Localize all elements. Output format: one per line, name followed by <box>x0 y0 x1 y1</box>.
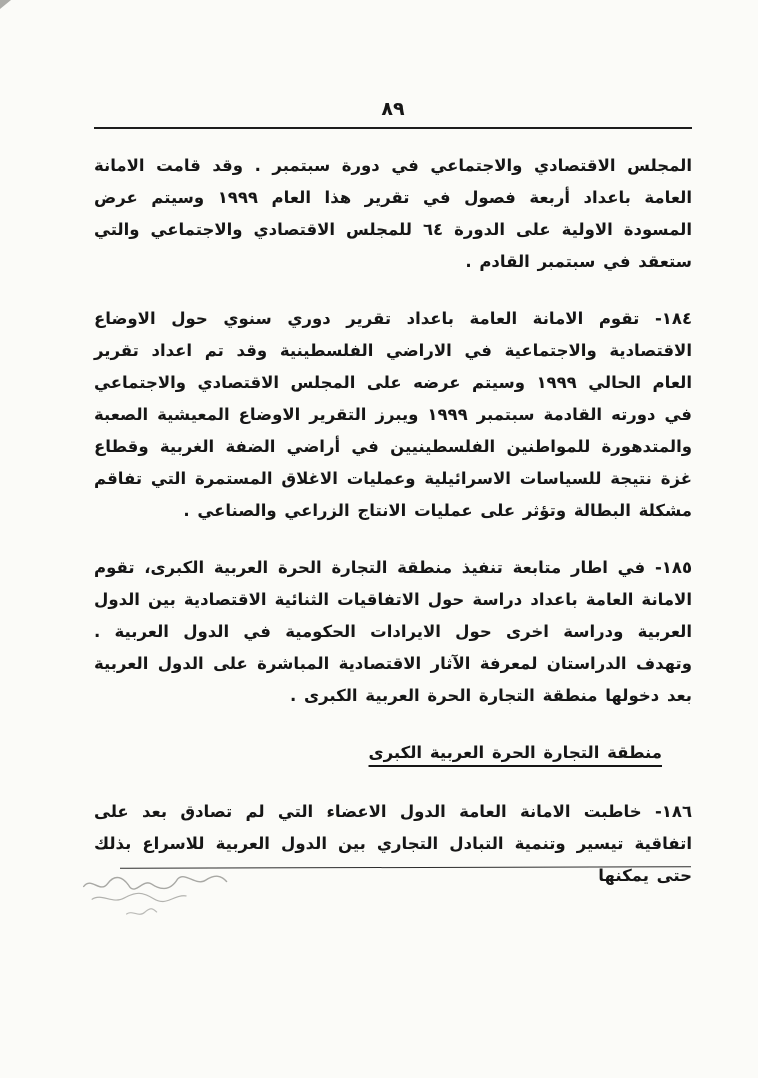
paragraph-184-number: ١٨٤- <box>654 309 693 328</box>
paragraph-continuation: المجلس الاقتصادي والاجتماعي في دورة سبتمبر . وقد قامت الامانة العامة باعداد أربعة فصول في تقرير هذا العام ١٩٩٩ وسيتم عرض المسودة الاولية على الدورة ٦٤ للمجلس الاقتصادي والاجتماعي والتي ستعقد في سبتمبر القادم . <box>94 156 693 271</box>
paragraph-186-number: ١٨٦- <box>654 802 693 821</box>
page-header <box>94 98 692 129</box>
scan-artifact <box>0 0 11 9</box>
page-number: ٨٩ <box>381 98 405 120</box>
handwritten-annotation <box>79 863 231 926</box>
section-heading: منطقة التجارة الحرة العربية الكبرى <box>368 743 662 762</box>
paragraph-184 <box>94 303 692 527</box>
paragraph-184-text: تقوم الامانة العامة باعداد تقرير دوري سنوي حول الاوضاع الاقتصادية والاجتماعية في الاراضي الفلسطينية وقد تم اعداد تقرير العام الحالي ١٩٩٩ وسيتم عرضه على المجلس الاقتصادي والاجتماعي في دورته القادمة سبتمبر ١٩٩٩ ويبرز التقرير الاوضاع المعيشية الصعبة والمتدهورة للمواطنين الفلسطينيين في أراضي الضفة الغربية وقطاع غزة نتيجة للسياسات الاسرائيلية وعمليات الاغلاق المستمرة التي تفاقم مشكلة البطالة وتؤثر على عمليات الانتاج الزراعي والصناعي . <box>94 309 692 520</box>
paragraph-186-text: خاطبت الامانة العامة الدول الاعضاء التي لم تصادق بعد على اتفاقية تيسير وتنمية التبادل التجاري بين الدول العربية للاسراع بذلك حتى يمكنها <box>94 802 692 885</box>
document-body <box>94 150 692 917</box>
paragraph-185 <box>94 552 692 712</box>
paragraph-185-text: في اطار متابعة تنفيذ منطقة التجارة الحرة العربية الكبرى، تقوم الامانة العامة باعداد دراسة حول الاتفاقيات الثنائية الاقتصادية بين الدول العربية ودراسة اخرى حول الايرادات الحكومية في الدول العربية . وتهدف الدراستان لمعرفة الآثار الاقتصادية المباشرة على الدول العربية بعد دخولها منطقة التجارة الحرة العربية الكبرى . <box>94 558 692 705</box>
header-rule <box>94 127 692 129</box>
paragraph-185-number: ١٨٥- <box>654 558 693 577</box>
